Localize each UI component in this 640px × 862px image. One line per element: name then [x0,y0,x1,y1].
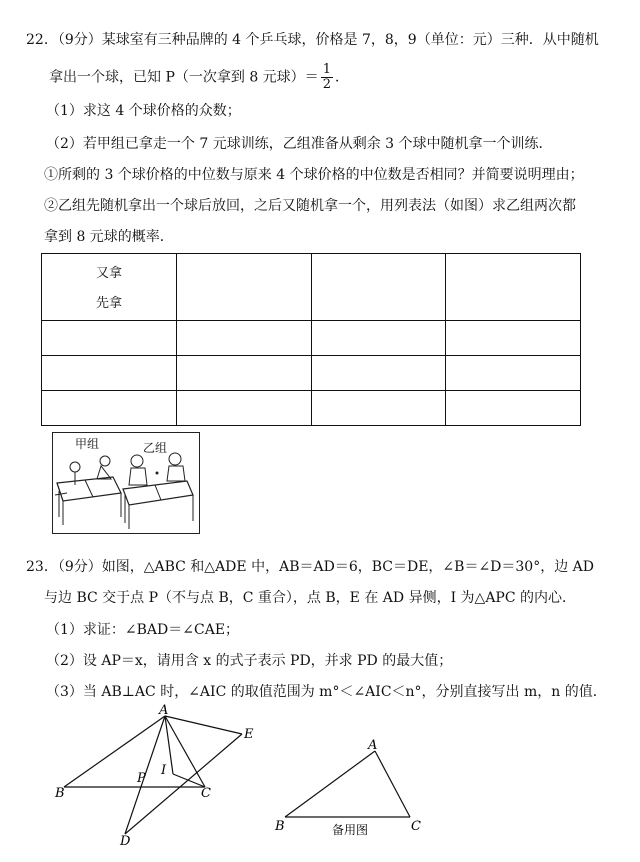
table-cell [446,321,581,356]
q22-part2-2a: ②乙组先随机拿出一个球后放回，之后又随机拿一个，用列表法（如图）求乙组两次都 [44,198,576,214]
q23-line1: 23．（9分）如图，△ABC 和△ADE 中，AB＝AD＝6，BC＝DE，∠B＝∠D＝30°，边 AD [26,559,594,575]
table-row [42,321,581,356]
fig2-label-B: B [275,819,285,834]
corner-label-second: 又拿 [96,266,123,281]
q22-fraction [321,63,333,92]
fig1-label-I: I [161,763,167,778]
table-row [42,356,581,391]
table-cell [311,391,446,426]
geometry-figure-main [0,700,300,862]
q23-part1: （1）求证：∠BAD＝∠CAE； [46,622,240,638]
q22-part2: （2）若甲组已拿走一个 7 元球训练，乙组准备从剩余 3 个球中随机拿一个训练． [46,136,553,152]
q22-line2-post: ． [334,69,349,86]
q22-part2-1: ①所剩的 3 个球价格的中位数与原来 4 个球价格的中位数是否相同？并简要说明理由； [44,167,584,183]
table-cell [176,321,311,356]
table-row [42,254,581,321]
fig1-label-C: C [201,786,211,801]
fig2-label-A: A [368,738,378,753]
fig1-label-B: B [55,786,65,801]
group-a-label: 甲组 [75,437,100,451]
q23-part2: （2）设 AP＝x，请用含 x 的式子表示 PD，并求 PD 的最大值； [46,653,453,669]
fig1-label-P: P [137,771,146,786]
q23-line2: 与边 BC 交于点 P（不与点 B，C 重合），点 B，E 在 AD 异侧，I 为△APC 的内心． [44,590,577,606]
table-cell [311,254,446,321]
fig1-label-E: E [244,727,254,742]
table-cell [446,254,581,321]
table-cell [176,391,311,426]
table-tennis-illustration [52,432,200,534]
q22-line1: 22．（9分）某球室有三种品牌的 4 个乒乓球，价格是 7，8，9（单位：元）三种．从中随机 [26,32,599,48]
corner-label-first: 先拿 [96,296,123,311]
geometry-figure-spare [270,735,440,845]
table-cell [311,321,446,356]
q23-part3: （3）当 AB⊥AC 时，∠AIC 的取值范围为 m°＜∠AIC＜n°，分别直接写出 m，n 的值． [46,684,607,700]
table-cell [42,356,177,391]
table-cell [311,356,446,391]
table-cell [176,254,311,321]
table-cell [446,356,581,391]
fraction-denominator: 2 [322,77,331,92]
probability-table [41,253,581,426]
fig1-label-A: A [159,703,169,718]
table-cell [176,356,311,391]
table-row [42,391,581,426]
q22-part2-2b: 拿到 8 元球的概率． [44,229,174,245]
table-cell [42,391,177,426]
fraction-numerator: 1 [322,62,331,77]
fig1-label-D: D [120,834,131,849]
fig2-label-C: C [411,819,421,834]
q22-line2 [49,63,349,92]
fig2-caption: 备用图 [332,823,369,837]
table-cell [42,321,177,356]
table-cell [446,391,581,426]
table-corner-cell [42,254,177,321]
group-b-label: 乙组 [143,441,168,455]
q22-part1: （1）求这 4 个球价格的众数； [46,103,241,119]
q22-line2-pre: 拿出一个球，已知 P（一次拿到 8 元球）＝ [49,69,319,86]
